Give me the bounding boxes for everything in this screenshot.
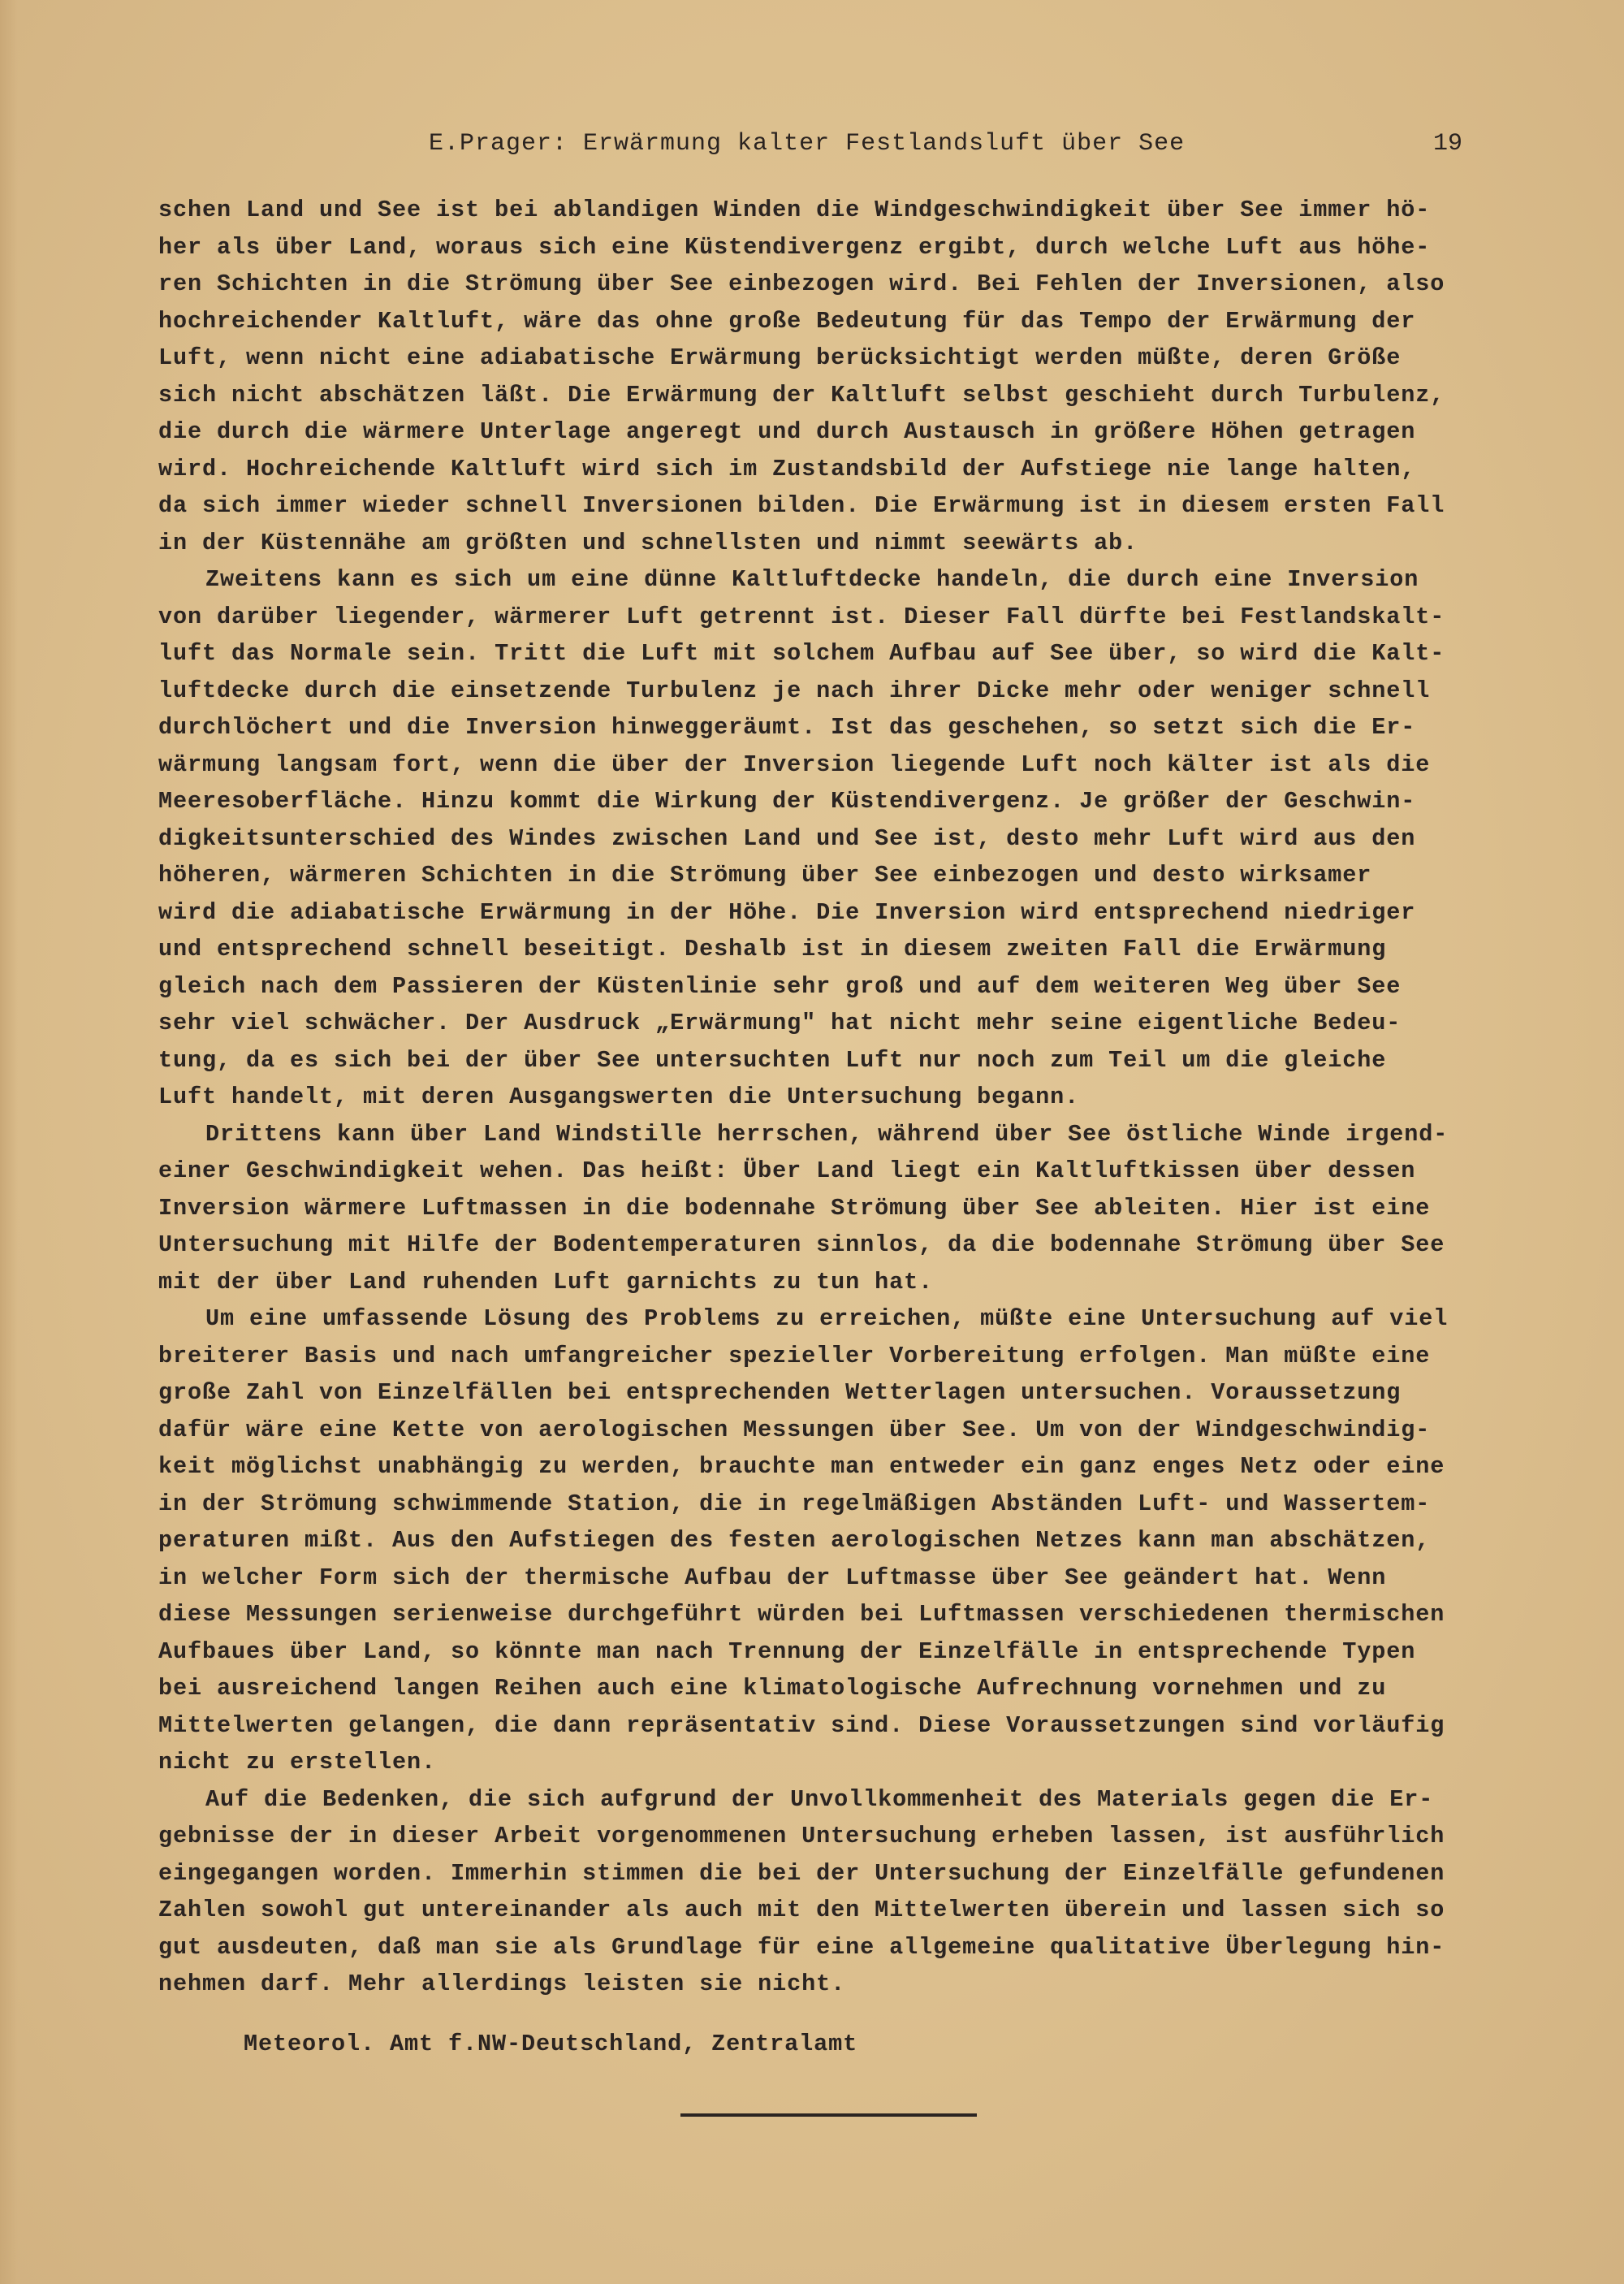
text-line: große Zahl von Einzelfällen bei entsprechenden Wetterlagen untersuchen. Voraussetzung [158,1379,1402,1406]
running-head: E.Prager: Erwärmung kalter Festlandsluft über See [429,130,1186,158]
text-line: Meeresoberfläche. Hinzu kommt die Wirkung der Küstendivergenz. Je größer der Geschwin- [158,788,1416,815]
text-line: Luft handelt, mit deren Ausgangswerten die Untersuchung begann. [158,1084,1080,1110]
text-line: tung, da es sich bei der über See untersuchten Luft nur noch zum Teil um die gleiche [158,1046,1387,1074]
text-line: wird. Hochreichende Kaltluft wird sich im Zustandsbild der Aufstiege nie lange halten, [158,455,1416,482]
text-line: durchlöchert und die Inversion hinweggeräumt. Ist das geschehen, so setzt sich die Er- [158,714,1416,741]
text-line: da sich immer wieder schnell Inversionen bilden. Die Erwärmung ist in diesem ersten Fall [158,492,1445,519]
text-line: bei ausreichend langen Reihen auch eine klimatologische Aufrechnung vornehmen und zu [158,1675,1387,1702]
text-line: schen Land und See ist bei ablandigen Winden die Windgeschwindigkeit über See immer hö- [158,197,1431,223]
text-line: eingegangen worden. Immerhin stimmen die bei der Untersuchung der Einzelfälle gefundenen [158,1859,1445,1887]
text-line: in der Küstennähe am größten und schnellsten und nimmt seewärts ab. [158,529,1138,556]
text-line: hochreichender Kaltluft, wäre das ohne große Bedeutung für das Tempo der Erwärmung der [158,307,1416,335]
text-line: Inversion wärmere Luftmassen in die bodennahe Strömung über See ableiten. Hier ist eine [158,1194,1431,1222]
text-line: Aufbaues über Land, so könnte man nach Trennung der Einzelfälle in entsprechende Typen [158,1637,1416,1665]
text-line: luft das Normale sein. Tritt die Luft mit solchem Aufbau auf See über, so wird die Kalt- [158,640,1445,667]
paper-edge-shadow [0,0,18,2284]
text-line: mit der über Land ruhenden Luft garnichts zu tun hat. [158,1268,934,1296]
text-line: keit möglichst unabhängig zu werden, brauchte man entweder ein ganz enges Netz oder eine [158,1453,1445,1480]
text-line: sehr viel schwächer. Der Ausdruck „Erwärmung" hat nicht mehr seine eigentliche Bedeu- [158,1010,1402,1036]
text-line: diese Messungen serienweise durchgeführt würden bei Luftmassen verschiedenen thermischen [158,1601,1445,1628]
text-line: her als über Land, woraus sich eine Küstendivergenz ergibt, durch welche Luft aus höhe- [158,233,1431,261]
signature-line: Meteorol. Amt f.NW-Deutschland, Zentralamt [244,2031,858,2057]
text-line: in welcher Form sich der thermische Aufbau der Luftmasse über See geändert hat. Wenn [158,1564,1387,1591]
page-number: 19 [1433,130,1463,158]
text-line: in der Strömung schwimmende Station, die in regelmäßigen Abständen Luft- und Wassertem- [158,1490,1431,1517]
text-line: gut ausdeuten, daß man sie als Grundlage für eine allgemeine qualitative Überlegung hin- [158,1933,1445,1961]
text-line: höheren, wärmeren Schichten in die Strömung über See einbezogen und desto wirksamer [158,862,1372,889]
text-line: und entsprechend schnell beseitigt. Deshalb ist in diesem zweiten Fall die Erwärmung [158,936,1387,962]
text-line: luftdecke durch die einsetzende Turbulenz je nach ihrer Dicke mehr oder weniger schnell [158,677,1431,704]
text-line: gebnisse der in dieser Arbeit vorgenommenen Untersuchung erheben lassen, ist ausführlich [158,1823,1445,1849]
text-line: Mittelwerten gelangen, die dann repräsentativ sind. Diese Voraussetzungen sind vorläufig [158,1711,1445,1739]
text-line: Untersuchung mit Hilfe der Bodentemperaturen sinnlos, da die bodennahe Strömung über See [158,1231,1445,1258]
text-line: einer Geschwindigkeit wehen. Das heißt: Über Land liegt ein Kaltluftkissen über dessen [158,1157,1416,1184]
text-line: dafür wäre eine Kette von aerologischen Messungen über See. Um von der Windgeschwindig- [158,1416,1431,1443]
text-line: Zahlen sowohl gut untereinander als auch mit den Mittelwerten überein und lassen sich so [158,1897,1445,1923]
paragraph-start-line: Zweitens kann es sich um eine dünne Kaltluftdecke handeln, die durch eine Inversion [205,566,1419,593]
paragraph-start-line: Auf die Bedenken, die sich aufgrund der Unvollkommenheit des Materials gegen die Er- [205,1785,1434,1813]
text-line: peraturen mißt. Aus den Aufstiegen des festen aerologischen Netzes kann man abschätzen, [158,1527,1431,1554]
paragraph-start-line: Um eine umfassende Lösung des Problems zu erreichen, müßte eine Untersuchung auf viel [205,1305,1449,1332]
text-line: sich nicht abschätzen läßt. Die Erwärmung der Kaltluft selbst geschieht durch Turbulenz, [158,381,1445,409]
text-line: wird die adiabatische Erwärmung in der Höhe. Die Inversion wird entsprechend niedriger [158,898,1416,926]
text-line: digkeitsunterschied des Windes zwischen Land und See ist, desto mehr Luft wird aus den [158,824,1416,852]
text-line: breiterer Basis und nach umfangreicher spezieller Vorbereitung erfolgen. Man müßte eine [158,1342,1431,1369]
text-line: von darüber liegender, wärmerer Luft getrennt ist. Dieser Fall dürfte bei Festlandskalt- [158,603,1445,630]
text-line: gleich nach dem Passieren der Küstenlinie sehr groß und auf dem weiteren Weg über See [158,972,1402,1000]
text-line: nehmen darf. Mehr allerdings leisten sie nicht. [158,1970,846,1997]
text-line: Luft, wenn nicht eine adiabatische Erwärmung berücksichtigt werden müßte, deren Größe [158,344,1402,371]
body-text [158,192,1506,2003]
text-line: ren Schichten in die Strömung über See einbezogen wird. Bei Fehlen der Inversionen, also [158,270,1445,297]
text-line: wärmung langsam fort, wenn die über der Inversion liegende Luft noch kälter ist als die [158,751,1431,778]
text-line: nicht zu erstellen. [158,1749,437,1776]
text-line: die durch die wärmere Unterlage angeregt und durch Austausch in größere Höhen getragen [158,418,1416,445]
end-rule-divider [680,2113,977,2117]
paragraph-start-line: Drittens kann über Land Windstille herrschen, während über See östliche Winde irgend- [205,1120,1449,1148]
